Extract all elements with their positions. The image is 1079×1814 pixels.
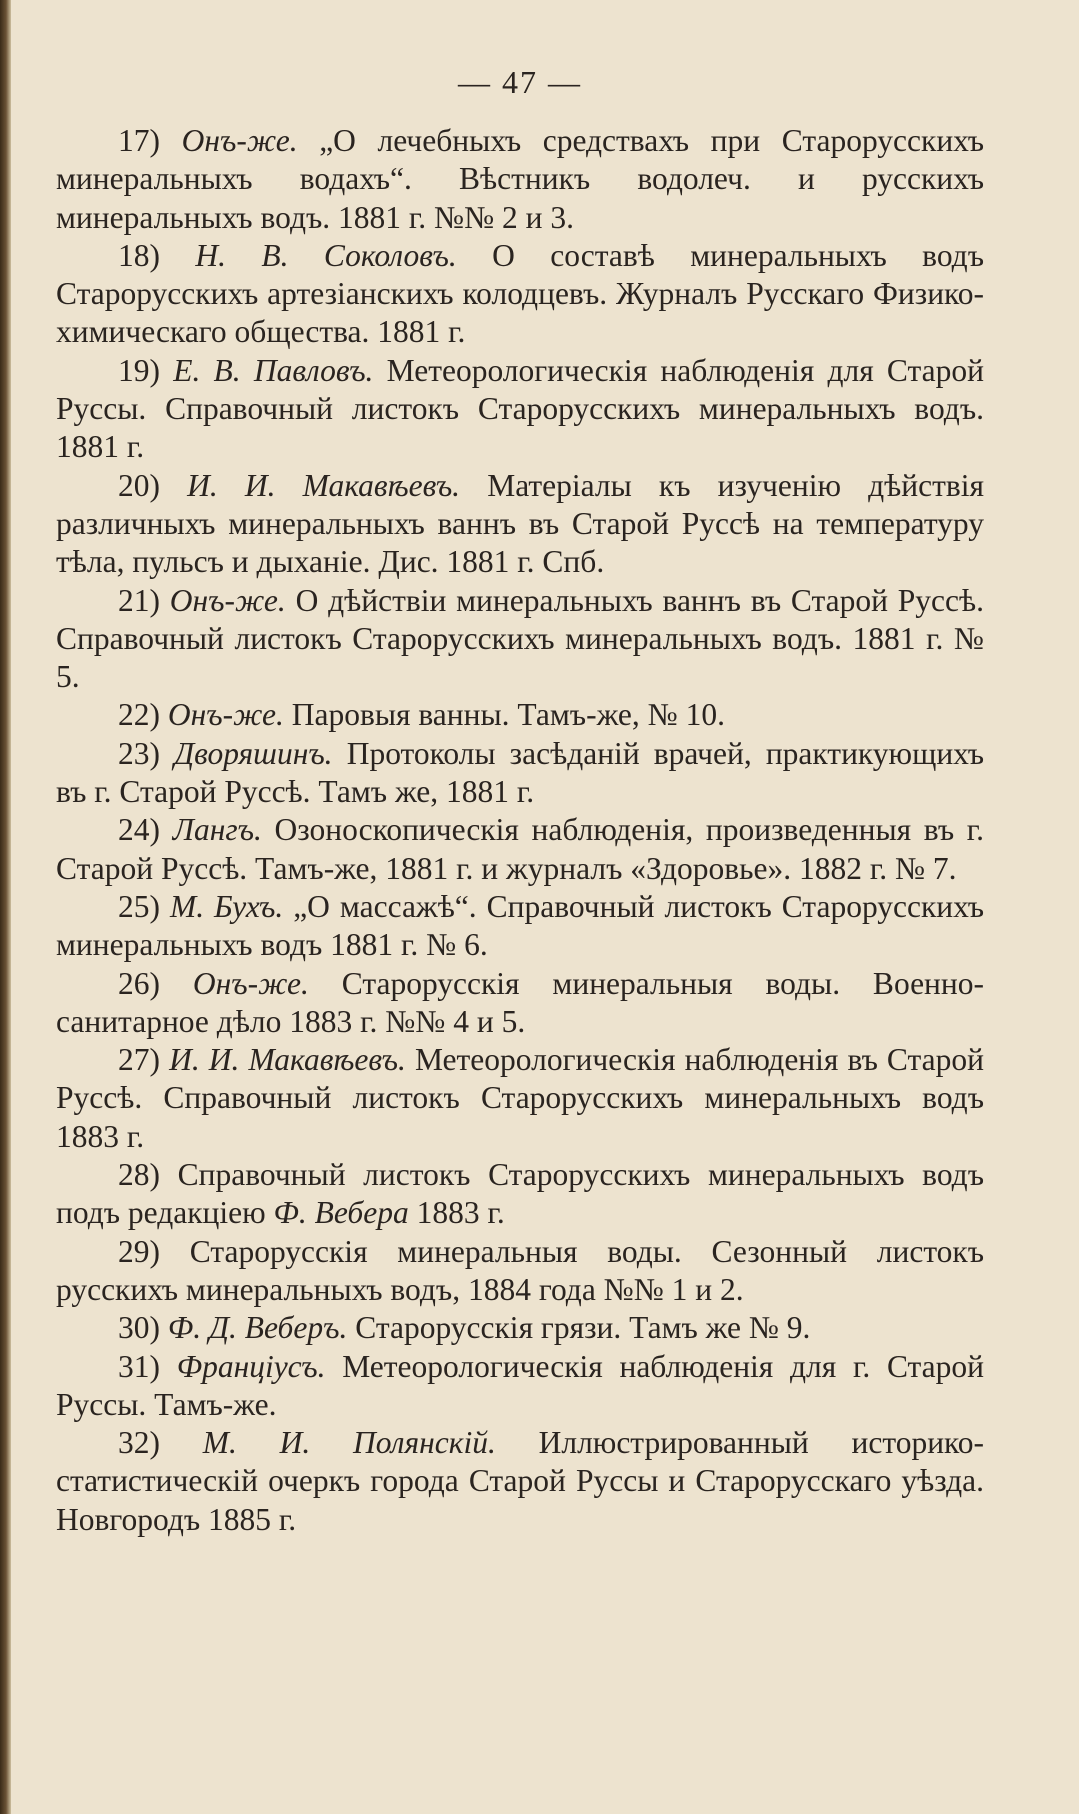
entry-number: 27) — [118, 1042, 160, 1078]
bibliography-entry — [56, 735, 984, 812]
book-spine-edge — [0, 0, 11, 1814]
bibliography-entry — [56, 467, 984, 582]
entry-author: Францiусъ. — [176, 1348, 326, 1384]
entry-author: Онъ-же. — [192, 965, 309, 1001]
entry-text: О составѣ минеральныхъ водъ Старорусскихъ артезіанскихъ колодцевъ. Журналъ Русскаго Физико-химическаго общества. 1881 г. — [56, 237, 984, 350]
entry-number: 32) — [118, 1425, 160, 1461]
bibliography-list — [56, 122, 984, 1539]
entry-number: 20) — [118, 467, 160, 503]
bibliography-entry — [56, 352, 984, 467]
entry-editor: Ф. Вебера — [273, 1195, 409, 1231]
entry-number: 17) — [118, 123, 160, 158]
entry-text: Старорусскія минеральныя воды. Сезонный листокъ русскихъ минеральныхъ водъ, 1884 года №№ 1 и 2. — [56, 1233, 985, 1307]
entry-text: Протоколы засѣданій врачей, практикующихъ въ г. Старой Руссѣ. Тамъ же, 1881 г. — [56, 735, 985, 810]
entry-author: Е. В. Павловъ. — [173, 352, 374, 388]
entry-text: О дѣйствіи минеральныхъ ваннъ въ Старой Руссѣ. Справочный листокъ Старорусскихъ минеральныхъ водъ. 1881 г. № 5. — [56, 582, 984, 695]
bibliography-entry — [56, 696, 984, 734]
bibliography-entry — [56, 811, 984, 888]
entry-author: Онъ-же. — [167, 697, 284, 733]
bibliography-entry — [56, 1233, 984, 1310]
bibliography-entry — [56, 965, 984, 1042]
entry-author: И. И. Макавѣевъ. — [169, 1042, 406, 1078]
entry-text: Паровыя ванны. Тамъ-же, № 10. — [291, 697, 725, 733]
entry-text: Иллюстрированный историко-статистическій очеркъ города Старой Руссы и Старорусскаго уѣзда. Новгородъ 1885 г. — [56, 1425, 984, 1537]
bibliography-entry — [56, 237, 984, 352]
entry-number: 19) — [118, 352, 160, 388]
entry-author: Дворяшинъ. — [174, 735, 333, 771]
bibliography-entry — [56, 582, 984, 697]
entry-author: Онъ-же. — [169, 582, 286, 618]
entry-number: 30) — [118, 1310, 160, 1346]
bibliography-entry — [56, 1309, 984, 1347]
entry-text: Озоноскопическія наблюденія, произведенныя въ г. Старой Руссѣ. Тамъ-же, 1881 г. и журналъ «Здоровье». 1882 г. № 7. — [56, 812, 985, 886]
entry-text: Справочный листокъ Старорусскихъ минеральныхъ водъ подъ редакціею — [56, 1157, 985, 1231]
entry-number: 31) — [118, 1348, 160, 1384]
bibliography-entry — [56, 1156, 984, 1233]
entry-author: М. И. Полянскій. — [202, 1425, 496, 1461]
entry-text: Метеорологическія наблюденія для Старой Руссы. Справочный листокъ Старорусскихъ минеральныхъ водъ. 1881 г. — [56, 352, 984, 465]
entry-number: 22) — [118, 697, 160, 733]
bibliography-entry — [56, 1348, 984, 1425]
bibliography-entry — [56, 888, 984, 965]
entry-text: „О массажѣ“. Справочный листокъ Старорусскихъ минеральныхъ водъ 1881 г. № 6. — [56, 888, 984, 963]
bibliography-entry — [56, 1424, 984, 1539]
entry-number: 23) — [118, 735, 160, 771]
entry-text: Матеріалы къ изученію дѣйствія различныхъ минеральныхъ ваннъ въ Старой Руссѣ на температуру тѣла, пульсъ и дыханіе. Дис. 1881 г. Спб. — [56, 467, 984, 580]
entry-author: Лангъ. — [172, 812, 262, 848]
page-number: — 47 — — [458, 64, 582, 100]
entry-author: И. И. Макавѣевъ. — [187, 467, 461, 503]
entry-number: 21) — [118, 582, 160, 618]
entry-author: Онъ-же. — [181, 123, 298, 158]
entry-number: 18) — [118, 237, 160, 273]
entry-text: Метеорологическія наблюденія въ Старой Руссѣ. Справочный листокъ Старорусскихъ минеральныхъ водъ 1883 г. — [56, 1042, 985, 1154]
entry-number: 28) — [118, 1157, 160, 1193]
bibliography-entry — [56, 122, 984, 237]
entry-number: 25) — [118, 888, 160, 924]
entry-text: Старорусскія грязи. Тамъ же № 9. — [355, 1310, 811, 1346]
entry-author: Ф. Д. Веберъ. — [167, 1310, 348, 1346]
book-page — [56, 60, 984, 1539]
entry-text: Метеорологическія наблюденія для г. Старой Руссы. Тамъ-же. — [56, 1348, 985, 1422]
entry-number: 26) — [118, 965, 160, 1001]
entry-text: Старорусскія минеральныя воды. Военно-санитарное дѣло 1883 г. №№ 4 и 5. — [56, 965, 985, 1039]
entry-author: М. Бухъ. — [169, 888, 284, 924]
entry-number: 29) — [118, 1233, 160, 1269]
entry-number: 24) — [118, 812, 160, 848]
entry-author: Н. В. Соколовъ. — [195, 237, 457, 273]
entry-text-end: 1883 г. — [416, 1195, 505, 1231]
bibliography-entry — [56, 1041, 984, 1156]
entry-text: „О лечебныхъ средствахъ при Старорусскихъ минеральныхъ водахъ“. Вѣстникъ водолеч. и русскихъ минеральныхъ водъ. 1881 г. №№ 2 и 3. — [56, 123, 985, 235]
